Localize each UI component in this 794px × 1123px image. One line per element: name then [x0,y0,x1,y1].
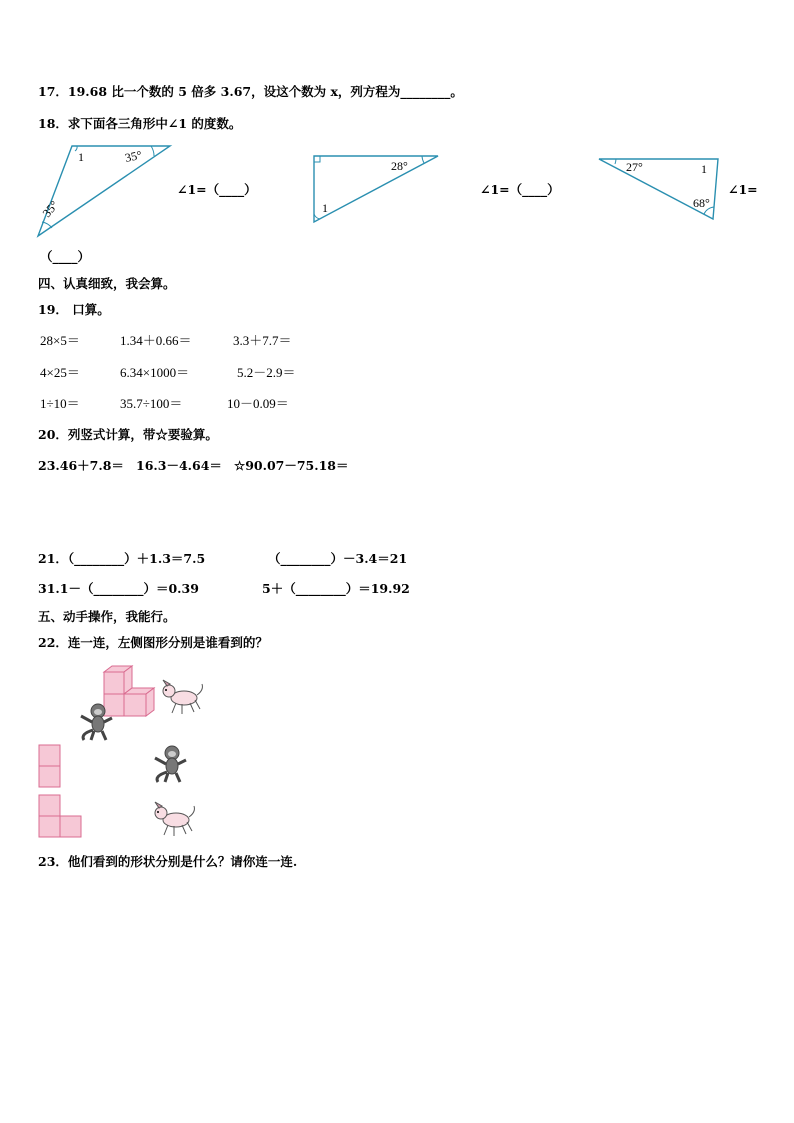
oral-1-1: 28×5＝ [40,333,80,348]
vertical-1: 23.46＋7.8＝ [38,458,124,473]
answer-triangle-1[interactable]: ∠1=（____） [177,182,257,197]
oral-2-1: 4×25＝ [40,365,80,380]
oral-3-3: 10－0.09＝ [227,396,289,411]
dog-figure-top [158,678,208,716]
vertical-2: 16.3－4.64＝ [136,458,222,473]
section-5-heading: 五、动手操作，我能行。 [38,609,176,624]
triangle-3-angle-27: 27° [626,160,643,174]
vertical-3: ☆90.07－75.18＝ [234,458,349,473]
triangle-3 [594,150,724,225]
question-18: 18．求下面各三角形中∠1 的度数。 [38,116,242,131]
answer-triangle-3[interactable]: ∠1= [728,182,758,197]
triangle-3-angle-1: 1 [701,162,707,176]
view-shape-vertical [38,744,62,788]
section-4-heading: 四、认真细致，我会算。 [38,276,176,291]
triangle-2-angle-28: 28° [391,159,408,173]
question-20: 20．列竖式计算，带☆要验算。 [38,427,218,442]
monkey-figure-middle [150,742,192,784]
question-23: 23．他们看到的形状分别是什么？请你连一连. [38,854,298,869]
oral-1-3: 3.3＋7.7＝ [233,333,292,348]
answer-triangle-2[interactable]: ∠1=（____） [480,182,560,197]
triangle-2 [305,150,445,228]
monkey-figure-top [76,700,118,742]
q21-row2-b[interactable]: 5＋（________）＝19.92 [262,581,410,596]
triangle-3-angle-68: 68° [693,196,710,210]
triangle-1 [30,140,180,240]
triangle-1-angle-35-bottom: 35° [39,198,62,220]
q21-row2-a[interactable]: 31.1－（________）＝0.39 [38,581,199,596]
oral-1-2: 1.34＋0.66＝ [120,333,192,348]
dog-figure-bottom [150,800,200,838]
triangle-1-angle-1: 1 [78,150,84,164]
triangle-2-angle-1: 1 [322,201,328,215]
answer-triangle-3-cont[interactable]: （____） [40,249,91,264]
q21-row1-b[interactable]: （________）－3.4＝21 [268,551,408,566]
question-17: 17．19.68 比一个数的 5 倍多 3.67，设这个数为 x，列方程为________。 [38,84,463,99]
oral-2-3: 5.2－2.9＝ [237,365,296,380]
view-shape-l [38,794,84,838]
oral-3-1: 1÷10＝ [40,396,80,411]
question-19: 19． 口算。 [38,302,110,317]
q21-row1-a[interactable]: 21．（________）＋1.3＝7.5 [38,551,206,566]
question-22: 22．连一连，左侧图形分别是谁看到的？ [38,635,268,650]
oral-3-2: 35.7÷100＝ [120,396,183,411]
triangle-1-angle-35-top: 35° [123,147,144,165]
oral-2-2: 6.34×1000＝ [120,365,190,380]
